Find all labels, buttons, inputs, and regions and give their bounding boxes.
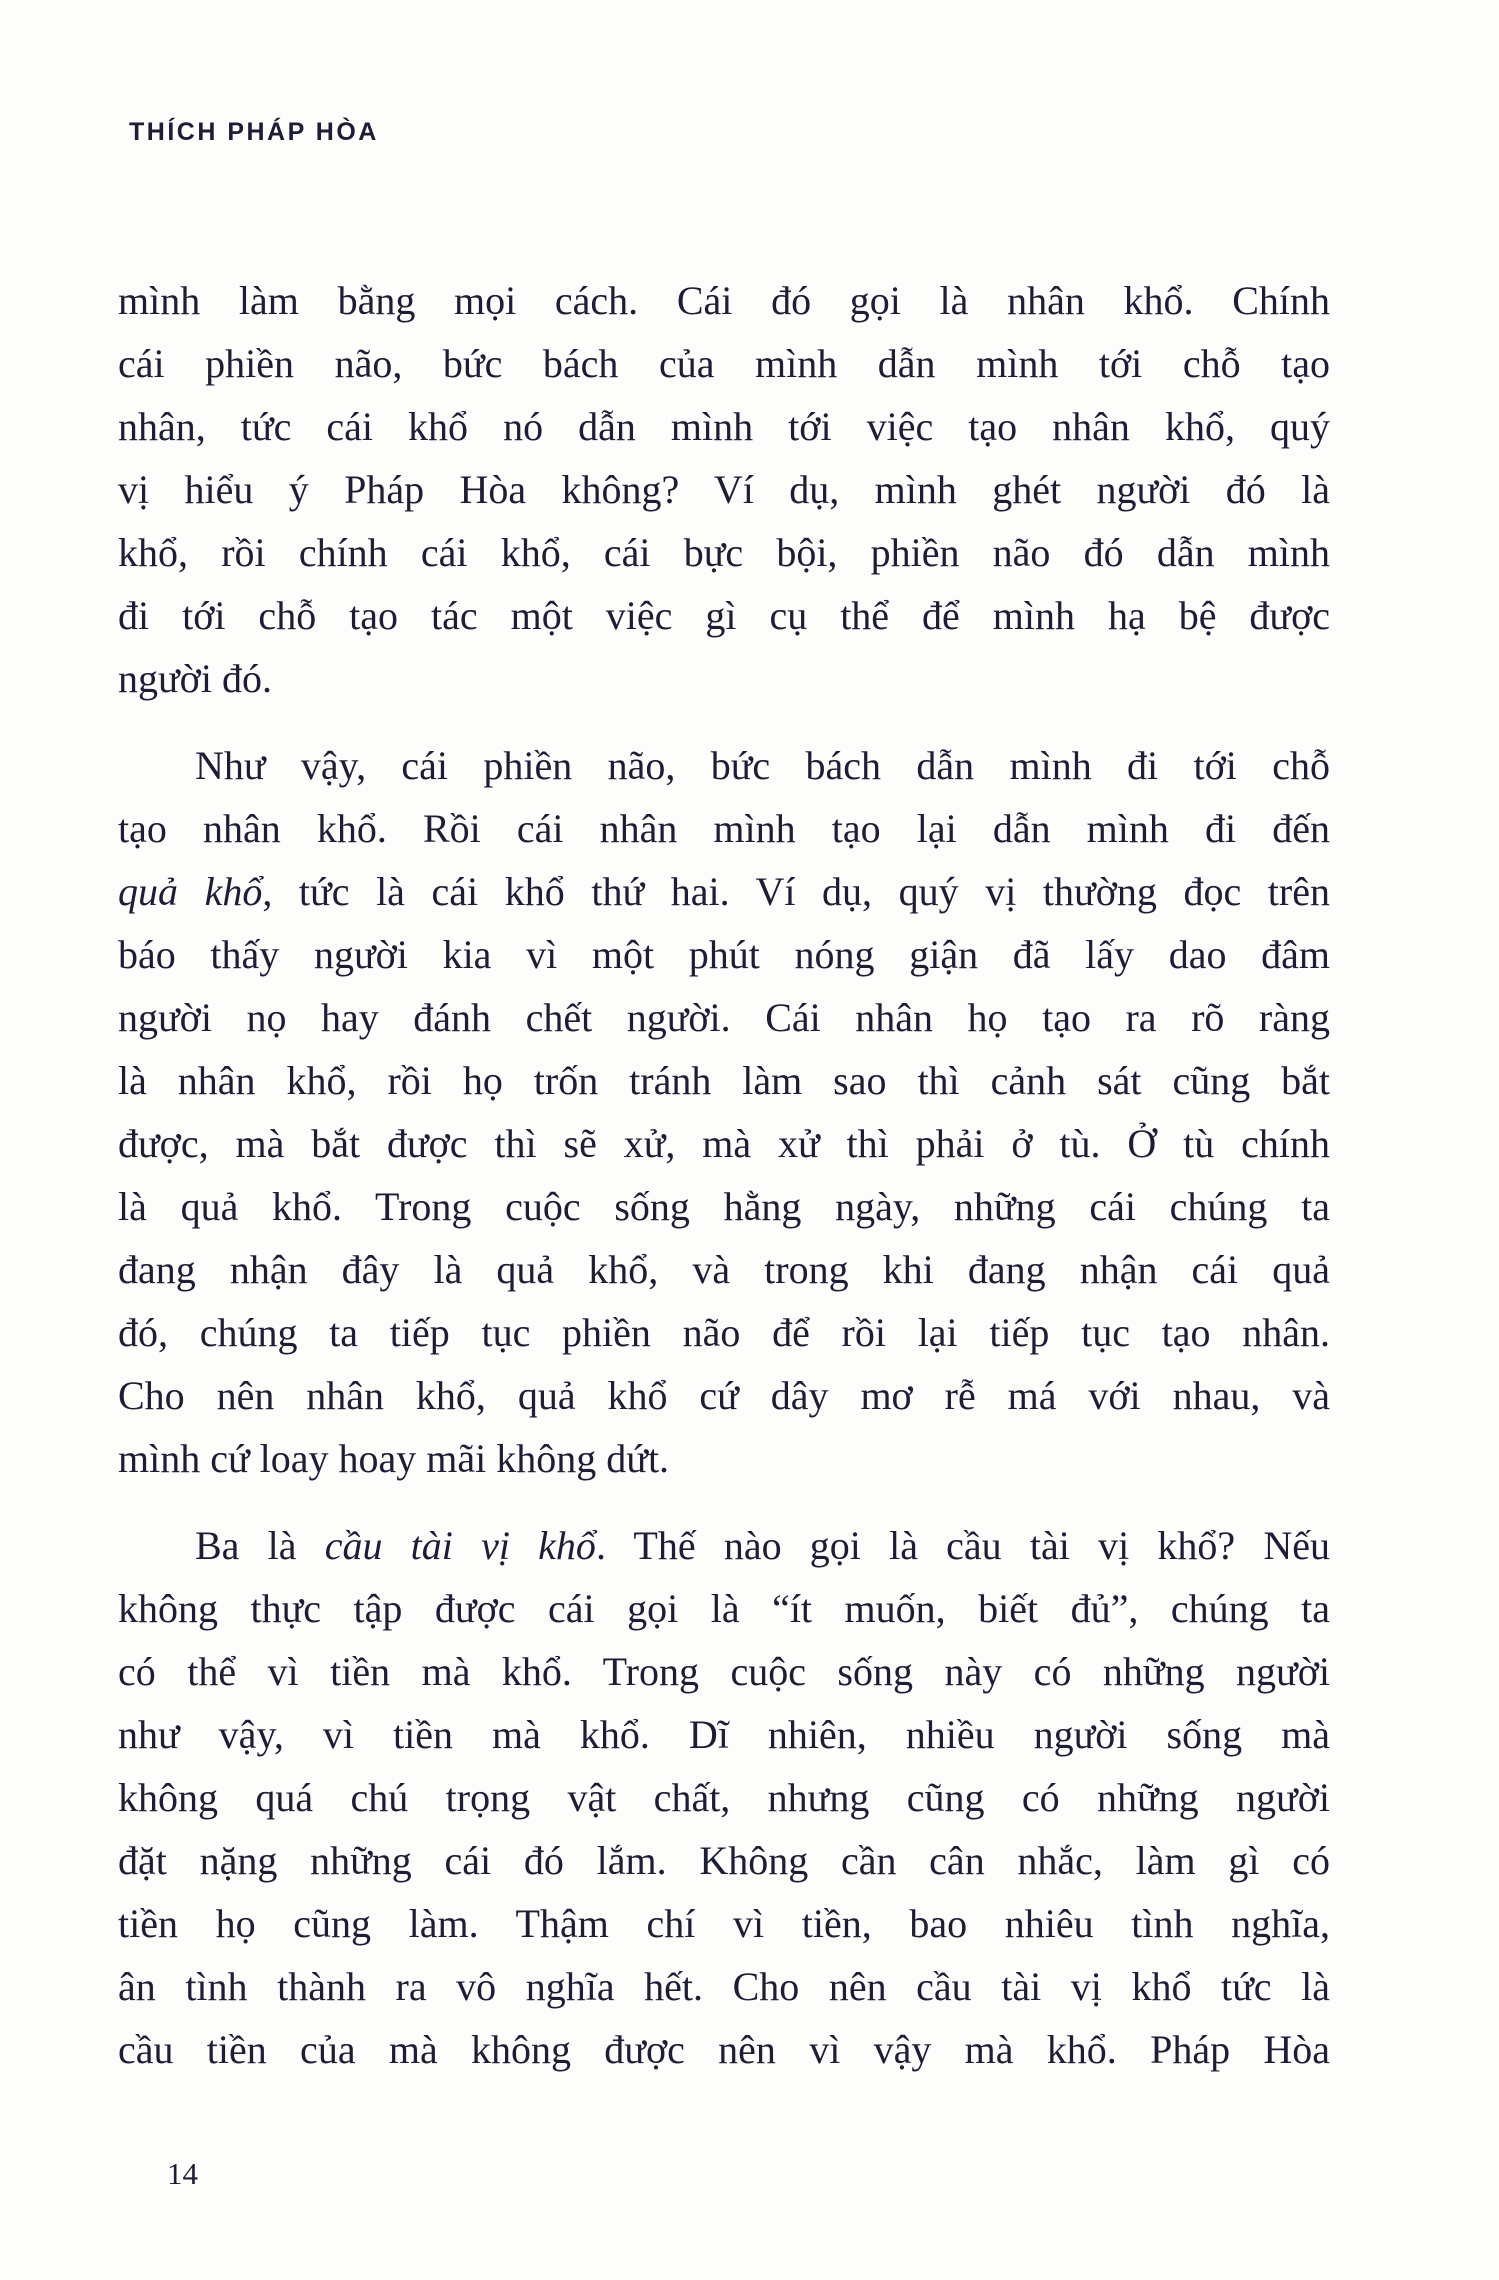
text-line <box>118 923 1330 986</box>
text-segment: đang nhận đây là quả khổ, và trong khi đang nhận cái quả <box>118 1247 1330 1292</box>
text-line <box>118 521 1330 584</box>
text-segment: cái phiền não, bức bách của mình dẫn mình tới chỗ tạo <box>118 341 1330 386</box>
text-line <box>118 584 1330 647</box>
text-line <box>118 986 1330 1049</box>
italic-text-segment: quả khổ <box>118 869 263 914</box>
text-segment: không thực tập được cái gọi là “ít muốn, biết đủ”, chúng ta <box>118 1586 1330 1631</box>
text-segment: ân tình thành ra vô nghĩa hết. Cho nên cầu tài vị khổ tức là <box>118 1964 1330 2009</box>
text-segment: tạo nhân khổ. Rồi cái nhân mình tạo lại dẫn mình đi đến <box>118 806 1330 851</box>
text-segment: đi tới chỗ tạo tác một việc gì cụ thể để mình hạ bệ được <box>118 593 1330 638</box>
text-line <box>118 395 1330 458</box>
text-segment: không quá chú trọng vật chất, nhưng cũng có những người <box>118 1775 1330 1820</box>
text-segment: Ba là <box>195 1523 325 1568</box>
text-line <box>118 1640 1330 1703</box>
paragraph <box>118 734 1330 1490</box>
text-line <box>118 1427 1330 1490</box>
text-segment: nhân, tức cái khổ nó dẫn mình tới việc tạo nhân khổ, quý <box>118 404 1330 449</box>
text-line <box>118 332 1330 395</box>
body-text <box>118 269 1330 2081</box>
text-segment: vị hiểu ý Pháp Hòa không? Ví dụ, mình ghét người đó là <box>118 467 1330 512</box>
paragraph <box>118 1514 1330 2081</box>
text-line <box>118 1703 1330 1766</box>
text-segment: được, mà bắt được thì sẽ xử, mà xử thì phải ở tù. Ở tù chính <box>118 1121 1330 1166</box>
text-line <box>118 458 1330 521</box>
text-line <box>118 1301 1330 1364</box>
text-line <box>118 1514 1330 1577</box>
text-segment: báo thấy người kia vì một phút nóng giận đã lấy dao đâm <box>118 932 1330 977</box>
text-line <box>118 1577 1330 1640</box>
text-line <box>118 1766 1330 1829</box>
text-line <box>118 1364 1330 1427</box>
text-segment: tiền họ cũng làm. Thậm chí vì tiền, bao nhiêu tình nghĩa, <box>118 1901 1330 1946</box>
text-segment: Như vậy, cái phiền não, bức bách dẫn mình đi tới chỗ <box>195 743 1330 788</box>
text-segment: , tức là cái khổ thứ hai. Ví dụ, quý vị thường đọc trên <box>262 869 1330 914</box>
text-segment: mình làm bằng mọi cách. Cái đó gọi là nhân khổ. Chính <box>118 278 1330 323</box>
running-header: THÍCH PHÁP HÒA <box>129 118 379 146</box>
text-segment: người nọ hay đánh chết người. Cái nhân họ tạo ra rõ ràng <box>118 995 1330 1040</box>
text-segment: . Thế nào gọi là cầu tài vị khổ? Nếu <box>595 1523 1330 1568</box>
text-segment: như vậy, vì tiền mà khổ. Dĩ nhiên, nhiều người sống mà <box>118 1712 1330 1757</box>
text-line <box>118 734 1330 797</box>
text-segment: người đó. <box>118 656 272 701</box>
text-segment: khổ, rồi chính cái khổ, cái bực bội, phiền não đó dẫn mình <box>118 530 1330 575</box>
text-segment: có thể vì tiền mà khổ. Trong cuộc sống này có những người <box>118 1649 1330 1694</box>
text-line <box>118 1892 1330 1955</box>
italic-text-segment: cầu tài vị khổ <box>324 1523 596 1568</box>
text-segment: Cho nên nhân khổ, quả khổ cứ dây mơ rễ má với nhau, và <box>118 1373 1330 1418</box>
text-line <box>118 1175 1330 1238</box>
text-segment: đặt nặng những cái đó lắm. Không cần cân nhắc, làm gì có <box>118 1838 1330 1883</box>
text-segment: là nhân khổ, rồi họ trốn tránh làm sao thì cảnh sát cũng bắt <box>118 1058 1330 1103</box>
text-line <box>118 1955 1330 2018</box>
text-line <box>118 1112 1330 1175</box>
text-line <box>118 2018 1330 2081</box>
text-line <box>118 647 1330 710</box>
paragraph <box>118 269 1330 710</box>
text-segment: đó, chúng ta tiếp tục phiền não để rồi lại tiếp tục tạo nhân. <box>118 1310 1330 1355</box>
text-line <box>118 1049 1330 1112</box>
text-segment: cầu tiền của mà không được nên vì vậy mà khổ. Pháp Hòa <box>118 2027 1330 2072</box>
text-line <box>118 1829 1330 1892</box>
text-segment: là quả khổ. Trong cuộc sống hằng ngày, những cái chúng ta <box>118 1184 1330 1229</box>
text-segment: mình cứ loay hoay mãi không dứt. <box>118 1436 670 1481</box>
text-line <box>118 797 1330 860</box>
text-line <box>118 1238 1330 1301</box>
text-line <box>118 269 1330 332</box>
page-number: 14 <box>167 2156 198 2191</box>
text-line <box>118 860 1330 923</box>
